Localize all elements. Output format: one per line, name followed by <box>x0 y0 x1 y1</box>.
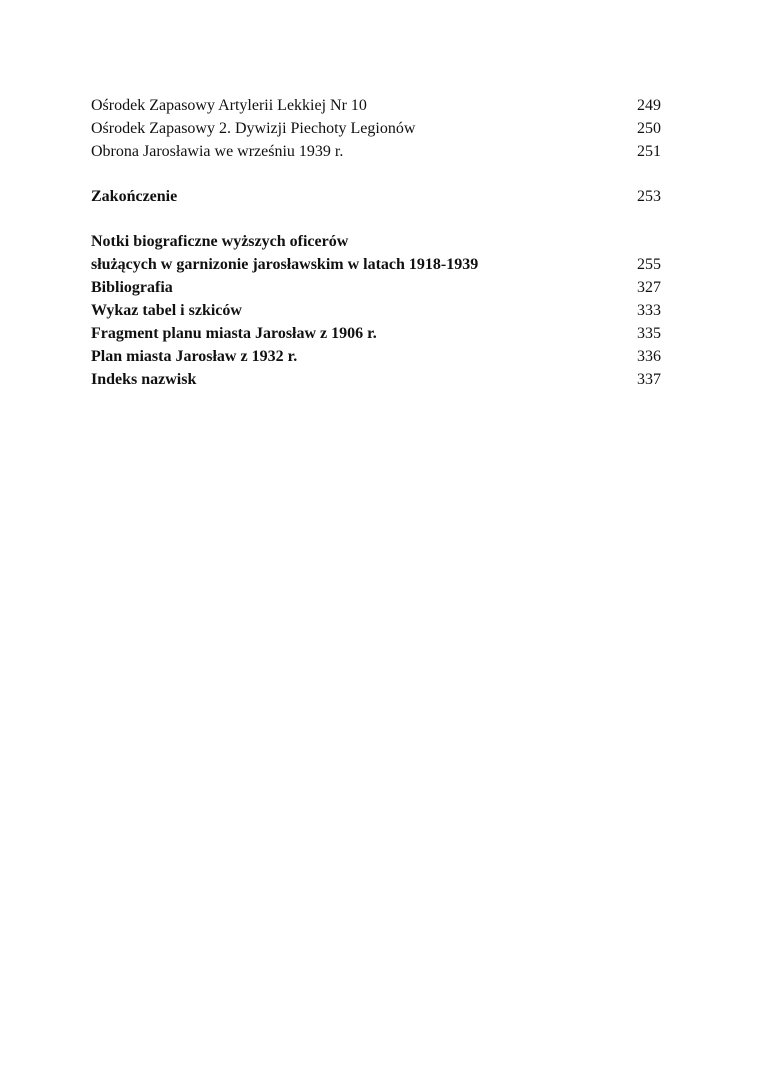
toc-entry <box>91 299 661 322</box>
toc-entry-page: 253 <box>637 188 661 205</box>
toc-entry <box>91 322 661 345</box>
toc-entry-title: służących w garnizonie jarosławskim w latach 1918-1939 <box>91 256 479 273</box>
toc-entry-page: 255 <box>637 256 661 273</box>
toc-entry-page: 249 <box>637 97 661 114</box>
toc-entry-title: Ośrodek Zapasowy 2. Dywizji Piechoty Legionów <box>91 120 416 137</box>
toc-entry-title: Zakończenie <box>91 188 178 205</box>
toc-entry-biographies-line1 <box>91 230 661 253</box>
toc-entry-title: Notki biograficzne wyższych oficerów <box>91 233 349 250</box>
section-gap <box>91 208 661 230</box>
toc-entry-title: Plan miasta Jarosław z 1932 r. <box>91 348 298 365</box>
toc-entry-title: Obrona Jarosławia we wrześniu 1939 r. <box>91 143 344 160</box>
toc-entry-biographies-line2 <box>91 253 661 276</box>
section-gap <box>91 163 661 185</box>
toc-entry-page: 251 <box>637 143 661 160</box>
toc-entry-page: 337 <box>637 371 661 388</box>
toc-entry-title: Ośrodek Zapasowy Artylerii Lekkiej Nr 10 <box>91 97 367 114</box>
toc-entry-page: 327 <box>637 279 661 296</box>
toc-entry <box>91 368 661 391</box>
toc-entry-page: 333 <box>637 302 661 319</box>
toc-entry-title: Indeks nazwisk <box>91 371 197 388</box>
table-of-contents <box>91 94 661 391</box>
toc-entry-page: 335 <box>637 325 661 342</box>
toc-entry-title: Fragment planu miasta Jarosław z 1906 r. <box>91 325 377 342</box>
toc-entry <box>91 117 661 140</box>
toc-entry-page: 250 <box>637 120 661 137</box>
toc-entry-page: 336 <box>637 348 661 365</box>
toc-entry <box>91 345 661 368</box>
toc-entry <box>91 276 661 299</box>
toc-entry <box>91 140 661 163</box>
toc-entry <box>91 94 661 117</box>
toc-entry-conclusion <box>91 185 661 208</box>
toc-entry-title: Bibliografia <box>91 279 173 296</box>
toc-entry-title: Wykaz tabel i szkiców <box>91 302 242 319</box>
